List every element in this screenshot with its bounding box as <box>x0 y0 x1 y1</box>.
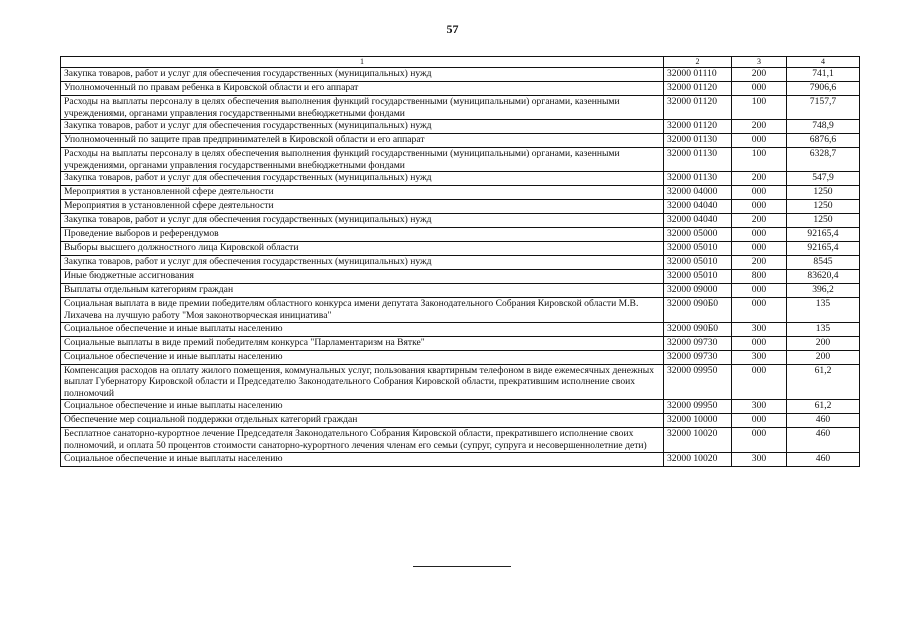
table-body <box>61 68 860 467</box>
table-row <box>61 364 860 400</box>
cell-amount: 200 <box>787 336 860 350</box>
cell-name: Уполномоченный по защите прав предпринимателей в Кировской области и его аппарат <box>61 134 664 148</box>
cell-amount: 396,2 <box>787 284 860 298</box>
cell-code: 32000 05010 <box>664 256 732 270</box>
table-row <box>61 214 860 228</box>
cell-type: 000 <box>732 284 787 298</box>
cell-amount: 7157,7 <box>787 96 860 120</box>
cell-name: Расходы на выплаты персоналу в целях обеспечения выполнения функций государственными (муниципальными) органами, казенными учреждениями, органами управления государственными внебюджетными фондами <box>61 148 664 172</box>
table-row <box>61 228 860 242</box>
cell-type: 000 <box>732 428 787 452</box>
cell-amount: 460 <box>787 428 860 452</box>
cell-type: 200 <box>732 214 787 228</box>
cell-name: Социальное обеспечение и иные выплаты населению <box>61 350 664 364</box>
table-row <box>61 82 860 96</box>
cell-amount: 83620,4 <box>787 270 860 284</box>
cell-name: Выборы высшего должностного лица Кировской области <box>61 242 664 256</box>
table-row <box>61 400 860 414</box>
table-row <box>61 120 860 134</box>
cell-name: Мероприятия в установленной сфере деятельности <box>61 200 664 214</box>
cell-type: 200 <box>732 120 787 134</box>
cell-name: Закупка товаров, работ и услуг для обеспечения государственных (муниципальных) нужд <box>61 256 664 270</box>
table-header-row <box>61 57 860 68</box>
table-row <box>61 148 860 172</box>
table-row <box>61 134 860 148</box>
cell-type: 000 <box>732 200 787 214</box>
cell-type: 000 <box>732 336 787 350</box>
cell-name: Закупка товаров, работ и услуг для обеспечения государственных (муниципальных) нужд <box>61 68 664 82</box>
cell-amount: 92165,4 <box>787 242 860 256</box>
cell-amount: 61,2 <box>787 400 860 414</box>
cell-amount: 6876,6 <box>787 134 860 148</box>
cell-code: 32000 09000 <box>664 284 732 298</box>
cell-name: Социальные выплаты в виде премий победителям конкурса "Парламентаризм на Вятке" <box>61 336 664 350</box>
cell-type: 200 <box>732 172 787 186</box>
cell-amount: 92165,4 <box>787 228 860 242</box>
cell-code: 32000 10020 <box>664 452 732 466</box>
header-col-amount: 4 <box>787 57 860 68</box>
table-row <box>61 200 860 214</box>
cell-amount: 6328,7 <box>787 148 860 172</box>
cell-type: 300 <box>732 322 787 336</box>
cell-code: 32000 01130 <box>664 134 732 148</box>
table-row <box>61 284 860 298</box>
cell-code: 32000 10000 <box>664 414 732 428</box>
cell-code: 32000 09950 <box>664 400 732 414</box>
cell-type: 000 <box>732 186 787 200</box>
cell-code: 32000 01130 <box>664 148 732 172</box>
cell-name: Бесплатное санаторно-курортное лечение Председателя Законодательного Собрания Кировской области, прекратившего исполнение своих полномочий, и оплата 50 процентов стоимости санаторно-курортного лечения членам его семьи (супруг, супруга и несовершеннолетние дети) <box>61 428 664 452</box>
cell-type: 000 <box>732 414 787 428</box>
cell-code: 32000 090Б0 <box>664 298 732 322</box>
cell-type: 100 <box>732 148 787 172</box>
cell-type: 200 <box>732 68 787 82</box>
cell-code: 32000 09730 <box>664 350 732 364</box>
cell-name: Закупка товаров, работ и услуг для обеспечения государственных (муниципальных) нужд <box>61 214 664 228</box>
cell-amount: 1250 <box>787 186 860 200</box>
cell-code: 32000 05000 <box>664 228 732 242</box>
cell-code: 32000 09730 <box>664 336 732 350</box>
cell-amount: 200 <box>787 350 860 364</box>
cell-code: 32000 09950 <box>664 364 732 400</box>
cell-code: 32000 04040 <box>664 214 732 228</box>
table-row <box>61 414 860 428</box>
table-row <box>61 322 860 336</box>
cell-type: 000 <box>732 242 787 256</box>
cell-amount: 7906,6 <box>787 82 860 96</box>
cell-name: Социальное обеспечение и иные выплаты населению <box>61 400 664 414</box>
cell-type: 000 <box>732 134 787 148</box>
cell-type: 000 <box>732 228 787 242</box>
cell-code: 32000 01120 <box>664 96 732 120</box>
table-row <box>61 186 860 200</box>
table-row <box>61 242 860 256</box>
table-row <box>61 256 860 270</box>
cell-type: 100 <box>732 96 787 120</box>
cell-type: 000 <box>732 298 787 322</box>
table-row <box>61 96 860 120</box>
cell-amount: 1250 <box>787 200 860 214</box>
table-row <box>61 68 860 82</box>
table-row <box>61 172 860 186</box>
cell-amount: 135 <box>787 298 860 322</box>
cell-code: 32000 05010 <box>664 270 732 284</box>
cell-amount: 460 <box>787 452 860 466</box>
table-row <box>61 350 860 364</box>
cell-name: Социальное обеспечение и иные выплаты населению <box>61 322 664 336</box>
cell-name: Проведение выборов и референдумов <box>61 228 664 242</box>
cell-type: 200 <box>732 256 787 270</box>
cell-name: Социальная выплата в виде премии победителям областного конкурса имени депутата Законодательного Собрания Кировской области М.В. Лихачева на лучшую работу "Моя законотворческая инициатива" <box>61 298 664 322</box>
budget-table <box>60 56 860 467</box>
cell-amount: 8545 <box>787 256 860 270</box>
cell-code: 32000 01110 <box>664 68 732 82</box>
cell-code: 32000 04040 <box>664 200 732 214</box>
cell-name: Закупка товаров, работ и услуг для обеспечения государственных (муниципальных) нужд <box>61 172 664 186</box>
table-row <box>61 428 860 452</box>
header-col-type: 3 <box>732 57 787 68</box>
cell-code: 32000 01120 <box>664 120 732 134</box>
cell-code: 32000 05010 <box>664 242 732 256</box>
table-row <box>61 336 860 350</box>
cell-name: Обеспечение мер социальной поддержки отдельных категорий граждан <box>61 414 664 428</box>
header-col-name: 1 <box>61 57 664 68</box>
cell-code: 32000 04000 <box>664 186 732 200</box>
cell-name: Иные бюджетные ассигнования <box>61 270 664 284</box>
header-col-code: 2 <box>664 57 732 68</box>
cell-type: 300 <box>732 400 787 414</box>
cell-name: Социальное обеспечение и иные выплаты населению <box>61 452 664 466</box>
footer-divider <box>413 566 511 567</box>
cell-name: Выплаты отдельным категориям граждан <box>61 284 664 298</box>
cell-type: 300 <box>732 350 787 364</box>
table-row <box>61 270 860 284</box>
table-row <box>61 452 860 466</box>
cell-name: Расходы на выплаты персоналу в целях обеспечения выполнения функций государственными (муниципальными) органами, казенными учреждениями, органами управления государственными внебюджетными фондами <box>61 96 664 120</box>
cell-code: 32000 10020 <box>664 428 732 452</box>
cell-amount: 741,1 <box>787 68 860 82</box>
cell-amount: 135 <box>787 322 860 336</box>
cell-amount: 547,9 <box>787 172 860 186</box>
cell-code: 32000 090Б0 <box>664 322 732 336</box>
cell-name: Закупка товаров, работ и услуг для обеспечения государственных (муниципальных) нужд <box>61 120 664 134</box>
cell-amount: 460 <box>787 414 860 428</box>
cell-type: 800 <box>732 270 787 284</box>
page-number: 57 <box>446 22 459 36</box>
cell-name: Уполномоченный по правам ребенка в Кировской области и его аппарат <box>61 82 664 96</box>
cell-name: Компенсация расходов на оплату жилого помещения, коммунальных услуг, пользования квартирным телефоном в виде ежемесячных денежных выплат Губернатору Кировской области и Председателю Законодательного Собрания Кировской области, прекратившим исполнение своих полномочий <box>61 364 664 400</box>
table-row <box>61 298 860 322</box>
cell-code: 32000 01120 <box>664 82 732 96</box>
cell-amount: 1250 <box>787 214 860 228</box>
cell-type: 300 <box>732 452 787 466</box>
cell-amount: 748,9 <box>787 120 860 134</box>
cell-type: 000 <box>732 364 787 400</box>
cell-amount: 61,2 <box>787 364 860 400</box>
cell-type: 000 <box>732 82 787 96</box>
cell-code: 32000 01130 <box>664 172 732 186</box>
cell-name: Мероприятия в установленной сфере деятельности <box>61 186 664 200</box>
